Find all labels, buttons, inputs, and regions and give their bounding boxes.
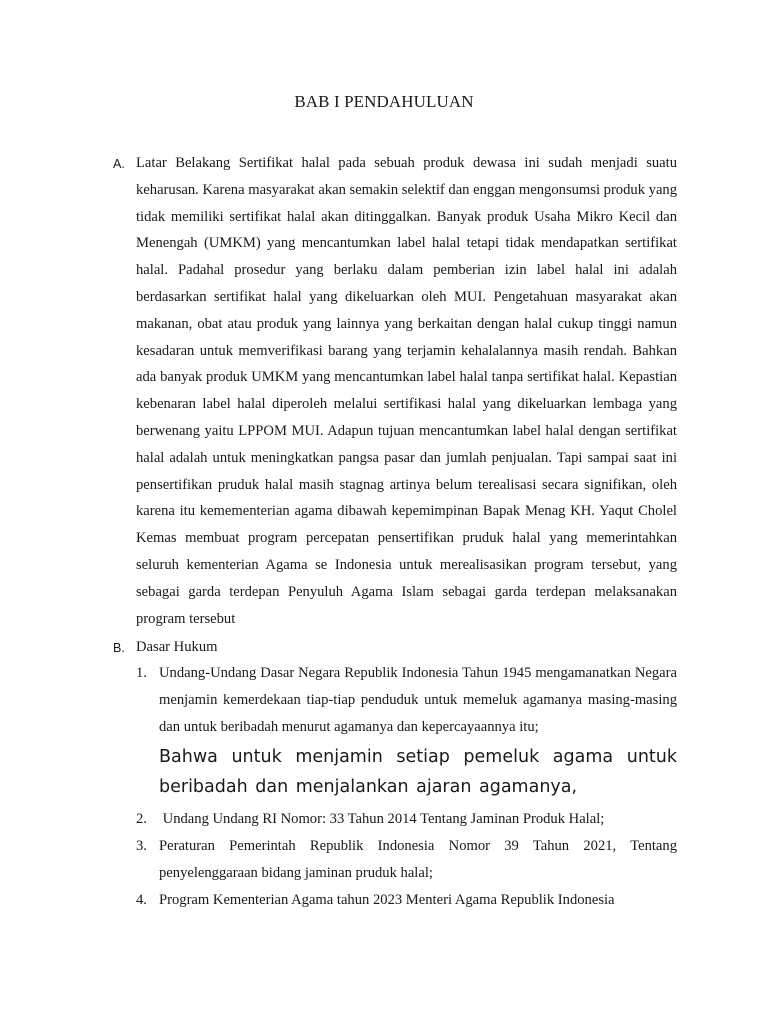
section-b-marker: B. xyxy=(113,641,125,655)
list-item-number: 3. xyxy=(136,838,147,855)
list-item-subtext: Bahwa untuk menjamin setiap pemeluk agama untuk beribadah dan menjalankan ajaran agamanya, xyxy=(159,747,677,798)
legal-basis-list xyxy=(136,660,677,914)
list-item xyxy=(136,833,677,887)
list-item-number: 1. xyxy=(136,665,147,681)
page-title: BAB I PENDAHULUAN xyxy=(294,92,474,111)
list-item-text: Program Kementerian Agama tahun 2023 Menteri Agama Republik Indonesia xyxy=(159,891,615,908)
list-item-text: Undang Undang RI Nomor: 33 Tahun 2014 Tentang Jaminan Produk Halal; xyxy=(159,811,605,828)
list-item xyxy=(136,660,677,802)
section-a-marker: A. xyxy=(113,157,125,171)
list-item xyxy=(136,806,677,833)
section-b-heading: Dasar Hukum xyxy=(136,639,218,655)
list-item-number: 2. xyxy=(136,811,147,828)
list-item-text: Peraturan Pemerintah Republik Indonesia Nomor 39 Tahun 2021, Tentang penyelenggaraan bidang jaminan pruduk halal; xyxy=(159,838,677,881)
list-item-number: 4. xyxy=(136,891,147,908)
section-a-paragraph: Latar Belakang Sertifikat halal pada sebuah produk dewasa ini sudah menjadi suatu keharusan. Karena masyarakat akan semakin selektif dan enggan mengonsumsi produk yang tidak memiliki sertifikat halal akan ditinggalkan. Banyak produk Usaha Mikro Kecil dan Menengah (UMKM) yang mencantumkan label halal tetapi tidak mendapatkan sertifikat halal. Padahal prosedur yang berlaku dalam pemberian izin label halal ini adalah berdasarkan sertifikat halal yang dikeluarkan oleh MUI. Pengetahuan masyarakat akan makanan, obat atau produk yang lainnya yang berkaitan dengan halal cukup tinggi namun kesadaran untuk memverifikasi barang yang terjamin kehalalannya masih rendah. Bahkan ada banyak produk UMKM yang mencantumkan label halal tanpa sertifikat halal. Kepastian kebenaran label halal diperoleh melalui sertifikasi halal yang dikeluarkan lembaga yang berwenang yaitu LPPOM MUI. Adapun tujuan mencantumkan label halal dengan sertifikat halal adalah untuk meningkatkan pangsa pasar dan jumlah penjualan. Tapi sampai saat ini pensertifikan pruduk halal masih stagnag artinya belum terealisasi secara signifikan, oleh karena itu kemementerian agama dibawah kepemimpinan Bapak Menag KH. Yaqut Cholel Kemas membuat program percepatan pensertifikan pruduk halal yang memerintahkan seluruh kementerian Agama se Indonesia untuk merealisasikan program tersebut, yang sebagai garda terdepan Penyuluh Agama Islam sebagai garda terdepan melaksanakan program tersebut xyxy=(136,155,678,627)
list-item xyxy=(136,887,677,914)
list-item-text: Undang-Undang Dasar Negara Republik Indonesia Tahun 1945 mengamanatkan Negara menjamin kemerdekaan tiap-tiap penduduk untuk memeluk agamanya masing-masing dan untuk beribadah menurut agamanya dan kepercayaannya itu; xyxy=(159,665,677,735)
